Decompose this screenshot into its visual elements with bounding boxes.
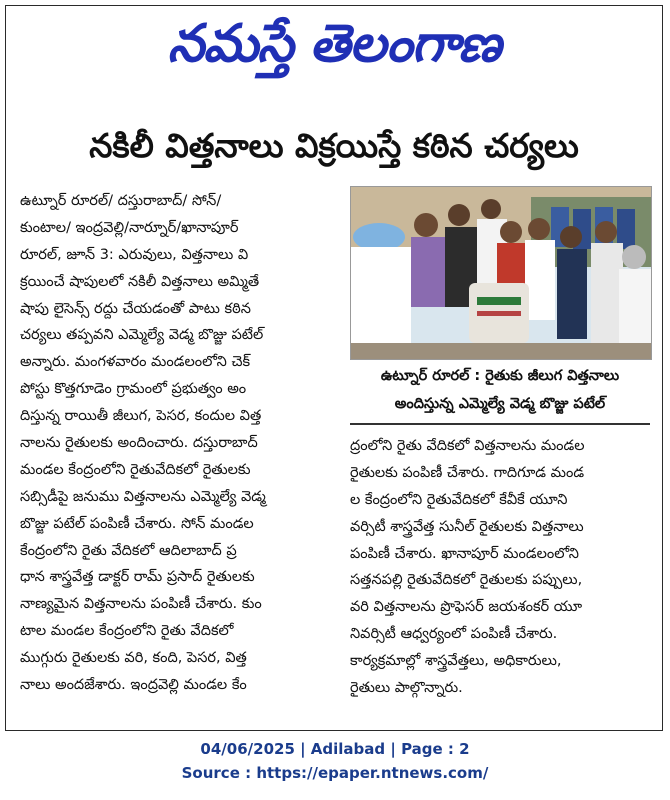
article-text-line: ద్రంలోని రైతు వేదికలో విత్తనాలను మండల [350,438,585,454]
article-text-line: పోస్టు కొత్తగూడెం గ్రామంలో ప్రభుత్వం అం [20,381,247,398]
article-text-line: రూరల్, జూన్ 3: ఎరువులు, విత్తనాలు వి [20,246,249,263]
article-text-line: రైతులకు పంపిణీ చేశారు. గాదిగూడ మండ [350,464,585,481]
article-text-line: టాల మండల కేంద్రంలోని రైతు వేదికలో [20,623,234,640]
caption-line: అందిస్తున్న ఎమ్మెల్యే వెడ్మ బొజ్జు పటేల్ [394,396,606,412]
article-text-line: నాణ్యమైన విత్తనాలను పంపిణీ చేశారు. కుం [20,596,262,613]
edition-date-page: 04/06/2025 | Adilabad | Page : 2 [200,740,470,758]
article-text-line: ధాన శాస్త్రవేత్త డాక్టర్ రామ్ ప్రసాద్ రైతులకు [20,569,255,586]
article-text-line: క్రయించే షాపులలో నకిలీ విత్తనాలు అమ్మితే [20,273,260,290]
article-text-line: నాలను రైతులకు అందించారు. దస్తురాబాద్ [20,435,258,452]
article-text-line: ఉట్నూర్ రూరల్/ దస్తురాబాద్/ సోన్/ [20,193,222,209]
article-text-line: అన్నారు. మంగళవారం మండలంలోని చెక్ [20,354,251,371]
article-text-line: సత్తనపల్లి రైతువేదికలో రైతులకు పప్పులు, [350,572,583,589]
clipping-frame [5,5,663,731]
caption-line: ఉట్నూర్ రూరల్ : రైతుకు జీలుగ విత్తనాలు [380,368,620,384]
source-url[interactable]: Source : https://epaper.ntnews.com/ [181,764,489,782]
photo-caption [350,362,650,418]
source-footer [0,737,670,785]
article-text-line: పంపిణీ చేశారు. ఖానాపూర్ మండలంలోని [350,545,579,562]
article-text-line: కేంద్రంలోని రైతు వేదికలో ఆదిలాబాద్ ప్ర [20,542,237,559]
article-text-line: మండల కేంద్రంలోని రైతువేదికలో రైతులకు [20,461,251,478]
article-text-line: కార్యక్రమాల్లో శాస్త్రవేత్తలు, అధికారులు, [350,653,562,670]
article-photo [350,186,652,360]
article-text-line: ల కేంద్రంలోని రైతువేదికలో కేవీకే యూని [350,491,568,508]
article-headline: నకిలీ విత్తనాలు విక్రయిస్తే కఠిన చర్యలు [89,126,579,165]
article-text-line: వర్సిటీ శాస్త్రవేత్త సునీల్ రైతులకు విత్తనాలు [350,518,584,535]
article-text-line: సబ్సిడీపై జనుము విత్తనాలను ఎమ్మెల్యే వెడ్మ [20,488,266,505]
newspaper-masthead: నమస్తే తెలంగాణ [167,13,501,74]
article-text-line: నాలు అందజేశారు. ఇంద్రవెల్లి మండల కేం [20,677,247,694]
article-text-line: బొజ్జు పటేల్ పంపిణీ చేశారు. సోన్ మండల [20,515,254,532]
article-text-line: రైతులు పాల్గొన్నారు. [350,680,463,697]
article-text-line: దిస్తున్న రాయితీ జీలుగ, పెసర, కందుల విత్త [20,408,262,425]
article-right-column [350,433,650,702]
article-text-line: షాపు లైసెన్స్ రద్దు చేయడంతో పాటు కఠిన [20,300,251,317]
farmers-distribution-photo [351,187,651,359]
article-text-line: ముగ్గురు రైతులకు వరి, కంది, పెసర, విత్త [20,650,247,667]
article-text-line: నివర్సిటీ ఆధ్వర్యంలో పంపిణీ చేశారు. [350,626,558,643]
article-left-column [20,188,336,699]
caption-divider [350,423,650,425]
article-text-line: కుంటాల/ ఇంద్రవెల్లి/నార్నూర్/ఖానాపూర్ [20,219,239,236]
article-text-line: చర్యలు తప్పవని ఎమ్మెల్యే వెడ్మ బొజ్జు పటేల్ [20,327,264,344]
article-text-line: వరి విత్తనాలను ప్రొఫెసర్ జయశంకర్ యూ [350,599,583,616]
